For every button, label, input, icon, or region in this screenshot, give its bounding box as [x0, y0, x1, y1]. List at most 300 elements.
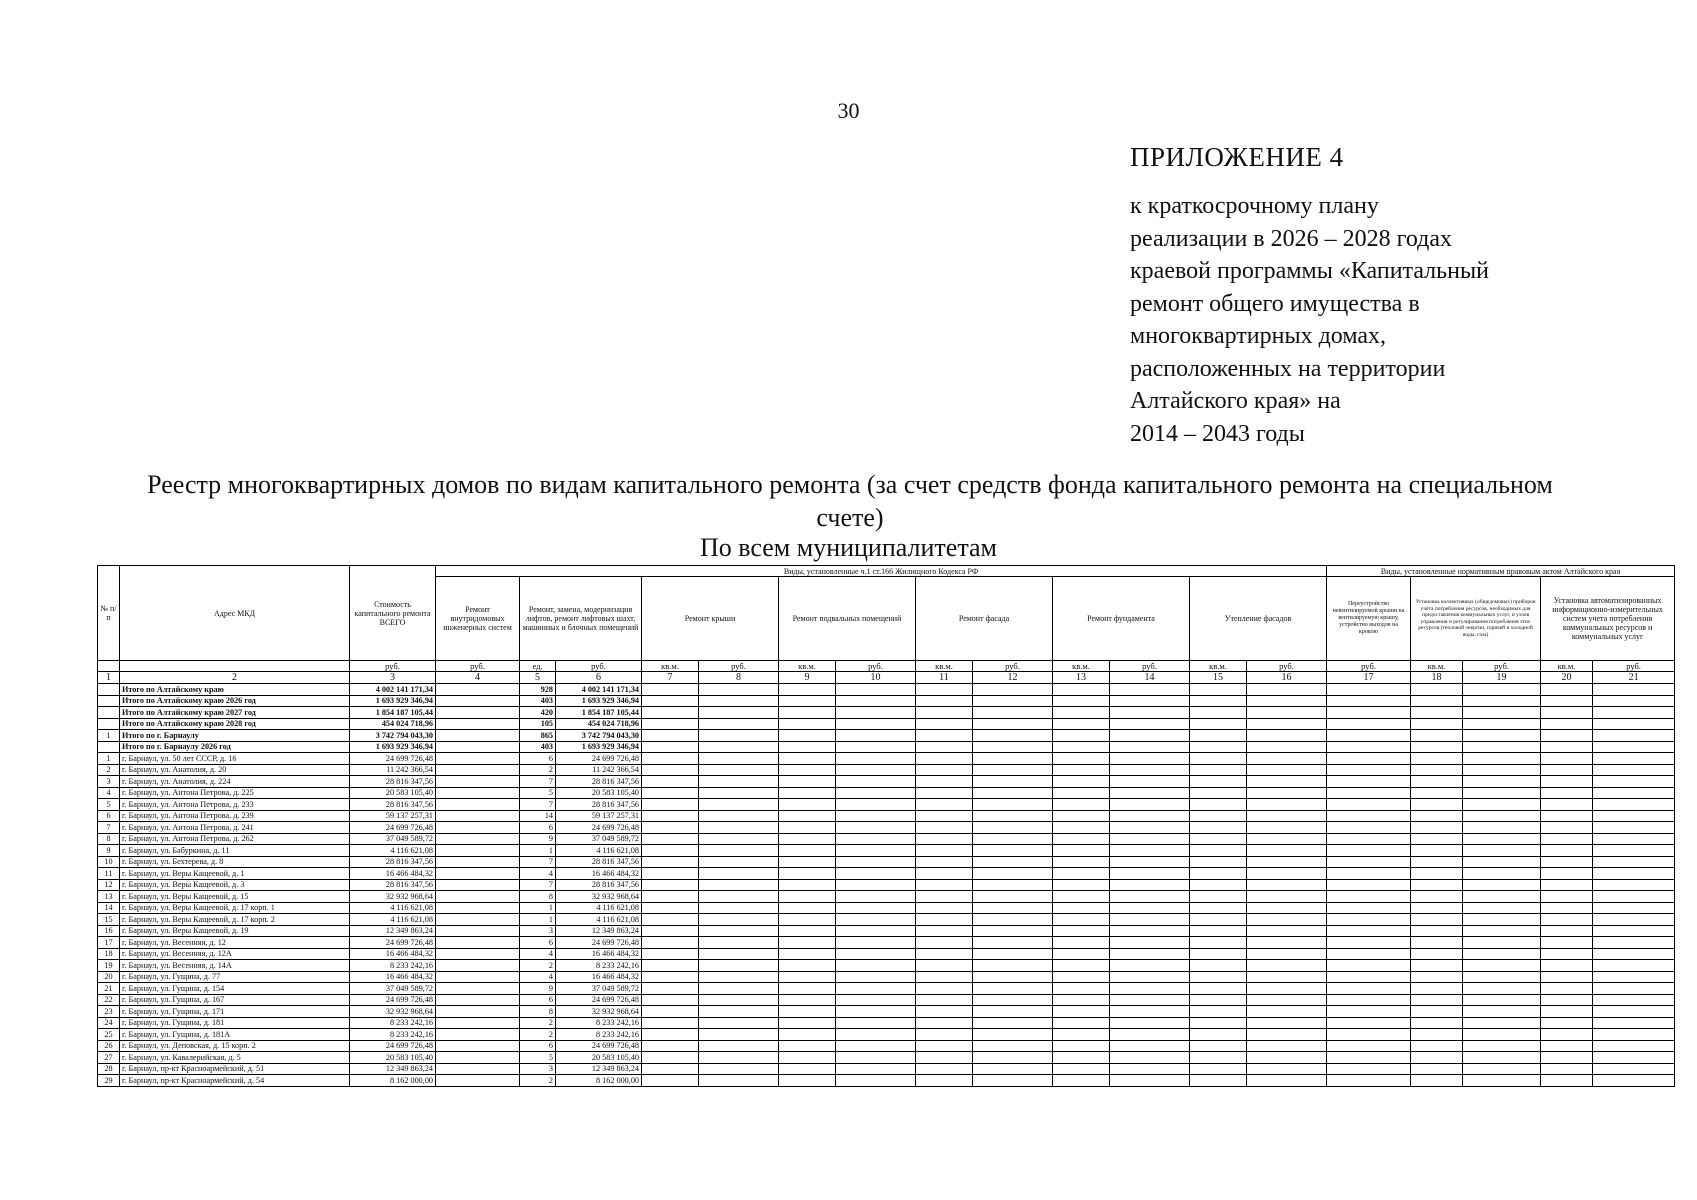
unit-cell: руб.: [1247, 661, 1327, 672]
row-empty-cell: [642, 1017, 699, 1029]
row-empty-cell: [1053, 684, 1110, 696]
row-elevator-units-cell: 6: [520, 994, 556, 1006]
row-empty-cell: [1190, 776, 1247, 788]
row-elevator-units-cell: 865: [520, 730, 556, 742]
row-empty-cell: [1110, 707, 1190, 719]
row-number-cell: [98, 741, 120, 753]
row-elevator-cost-cell: 3 742 794 043,30: [556, 730, 642, 742]
row-empty-cell: [779, 845, 836, 857]
row-elevator-units-cell: 2: [520, 764, 556, 776]
row-empty-cell: [1110, 741, 1190, 753]
row-empty-cell: [436, 948, 520, 960]
table-row: [98, 1052, 1675, 1064]
row-empty-cell: [1247, 799, 1327, 811]
row-empty-cell: [973, 914, 1053, 926]
row-empty-cell: [1411, 1029, 1463, 1041]
row-elevator-units-cell: 7: [520, 799, 556, 811]
row-empty-cell: [836, 799, 916, 811]
row-empty-cell: [1541, 971, 1593, 983]
row-empty-cell: [916, 695, 973, 707]
row-empty-cell: [973, 960, 1053, 972]
row-empty-cell: [836, 1017, 916, 1029]
row-empty-cell: [779, 902, 836, 914]
row-empty-cell: [1247, 776, 1327, 788]
row-empty-cell: [436, 764, 520, 776]
row-empty-cell: [1247, 707, 1327, 719]
table-row: [98, 799, 1675, 811]
row-empty-cell: [1463, 776, 1541, 788]
row-empty-cell: [1541, 983, 1593, 995]
column-number: 17: [1327, 672, 1411, 684]
table-body: [98, 684, 1675, 1087]
header-roof: Ремонт крыши: [642, 577, 779, 661]
row-empty-cell: [1327, 983, 1411, 995]
row-number-cell: 1: [98, 730, 120, 742]
row-empty-cell: [1541, 730, 1593, 742]
row-empty-cell: [916, 902, 973, 914]
row-empty-cell: [1190, 753, 1247, 765]
row-empty-cell: [1053, 868, 1110, 880]
row-empty-cell: [1247, 764, 1327, 776]
row-address-cell: г. Барнаул, ул. Гущина, д. 77: [120, 971, 350, 983]
row-empty-cell: [642, 994, 699, 1006]
row-empty-cell: [1190, 914, 1247, 926]
row-address-cell: г. Барнаул, пр-кт Красноармейский, д. 54: [120, 1075, 350, 1087]
row-empty-cell: [779, 730, 836, 742]
table-row: [98, 1040, 1675, 1052]
row-elevator-units-cell: 8: [520, 891, 556, 903]
column-number: 4: [436, 672, 520, 684]
row-empty-cell: [779, 948, 836, 960]
row-empty-cell: [436, 914, 520, 926]
row-empty-cell: [1327, 707, 1411, 719]
row-empty-cell: [1541, 856, 1593, 868]
row-number-cell: 23: [98, 1006, 120, 1018]
row-empty-cell: [1247, 902, 1327, 914]
row-empty-cell: [779, 971, 836, 983]
row-empty-cell: [1327, 1017, 1411, 1029]
row-empty-cell: [642, 707, 699, 719]
row-empty-cell: [1327, 948, 1411, 960]
row-empty-cell: [436, 776, 520, 788]
row-empty-cell: [1593, 1063, 1675, 1075]
row-empty-cell: [1110, 902, 1190, 914]
header-basement: Ремонт подвальных помещений: [779, 577, 916, 661]
row-elevator-units-cell: 403: [520, 741, 556, 753]
row-empty-cell: [973, 787, 1053, 799]
row-empty-cell: [779, 718, 836, 730]
row-empty-cell: [1053, 764, 1110, 776]
row-empty-cell: [1463, 971, 1541, 983]
row-empty-cell: [1110, 1029, 1190, 1041]
row-empty-cell: [1541, 937, 1593, 949]
row-empty-cell: [699, 810, 779, 822]
row-empty-cell: [436, 787, 520, 799]
row-empty-cell: [1411, 1052, 1463, 1064]
row-number-cell: 12: [98, 879, 120, 891]
table-row: [98, 971, 1675, 983]
row-empty-cell: [1411, 776, 1463, 788]
subtitle-line: расположенных на территории: [1130, 355, 1446, 382]
row-empty-cell: [436, 718, 520, 730]
row-empty-cell: [836, 730, 916, 742]
row-empty-cell: [699, 994, 779, 1006]
row-cost-cell: 37 049 589,72: [350, 833, 436, 845]
row-empty-cell: [642, 833, 699, 845]
row-number-cell: 6: [98, 810, 120, 822]
row-empty-cell: [1463, 948, 1541, 960]
row-address-cell: г. Барнаул, ул. Веры Кащеевой, д. 15: [120, 891, 350, 903]
row-elevator-cost-cell: 24 699 726,48: [556, 994, 642, 1006]
row-empty-cell: [1327, 1063, 1411, 1075]
row-number-cell: 27: [98, 1052, 120, 1064]
row-empty-cell: [779, 1029, 836, 1041]
row-empty-cell: [1463, 833, 1541, 845]
row-empty-cell: [1190, 925, 1247, 937]
row-empty-cell: [1593, 937, 1675, 949]
row-empty-cell: [1411, 902, 1463, 914]
row-empty-cell: [1110, 937, 1190, 949]
table-row: [98, 983, 1675, 995]
row-empty-cell: [1463, 810, 1541, 822]
row-empty-cell: [1463, 902, 1541, 914]
row-empty-cell: [1190, 960, 1247, 972]
appendix-subtitle: [1130, 190, 1650, 450]
row-empty-cell: [642, 684, 699, 696]
row-empty-cell: [1110, 822, 1190, 834]
row-empty-cell: [1053, 1029, 1110, 1041]
row-elevator-cost-cell: 24 699 726,48: [556, 822, 642, 834]
row-empty-cell: [699, 1040, 779, 1052]
row-empty-cell: [1541, 914, 1593, 926]
row-empty-cell: [973, 983, 1053, 995]
row-empty-cell: [1593, 925, 1675, 937]
unit-cell: кв.м.: [642, 661, 699, 672]
row-empty-cell: [836, 718, 916, 730]
row-empty-cell: [973, 937, 1053, 949]
row-empty-cell: [1327, 994, 1411, 1006]
row-empty-cell: [699, 856, 779, 868]
subtitle-line: Алтайского края» на: [1130, 388, 1341, 414]
row-empty-cell: [436, 960, 520, 972]
row-empty-cell: [436, 994, 520, 1006]
row-number-cell: 10: [98, 856, 120, 868]
row-address-cell: г. Барнаул, ул. Анатолия, д. 20: [120, 764, 350, 776]
row-address-cell: г. Барнаул, ул. Кавалерийская, д. 5: [120, 1052, 350, 1064]
table-row: [98, 822, 1675, 834]
row-elevator-cost-cell: 8 233 242,16: [556, 1017, 642, 1029]
row-empty-cell: [1463, 799, 1541, 811]
row-elevator-units-cell: 2: [520, 1075, 556, 1087]
row-empty-cell: [1541, 799, 1593, 811]
row-empty-cell: [699, 914, 779, 926]
row-empty-cell: [1190, 994, 1247, 1006]
row-address-cell: г. Барнаул, ул. 50 лет СССР, д. 16: [120, 753, 350, 765]
row-empty-cell: [1247, 730, 1327, 742]
row-empty-cell: [1247, 845, 1327, 857]
row-elevator-units-cell: 9: [520, 833, 556, 845]
row-empty-cell: [1541, 684, 1593, 696]
row-cost-cell: 4 116 621,08: [350, 845, 436, 857]
row-cost-cell: 24 699 726,48: [350, 822, 436, 834]
row-empty-cell: [1247, 1075, 1327, 1087]
row-address-cell: г. Барнаул, ул. Весенняя, д. 14А: [120, 960, 350, 972]
row-elevator-units-cell: 4: [520, 971, 556, 983]
row-cost-cell: 37 049 589,72: [350, 983, 436, 995]
row-empty-cell: [699, 776, 779, 788]
row-empty-cell: [1247, 1063, 1327, 1075]
row-empty-cell: [836, 902, 916, 914]
row-empty-cell: [1327, 753, 1411, 765]
row-elevator-units-cell: 1: [520, 914, 556, 926]
row-number-cell: 14: [98, 902, 120, 914]
row-empty-cell: [836, 1029, 916, 1041]
row-empty-cell: [1053, 741, 1110, 753]
table-row: [98, 879, 1675, 891]
table-row: [98, 948, 1675, 960]
row-empty-cell: [836, 925, 916, 937]
row-cost-cell: 28 816 347,56: [350, 856, 436, 868]
row-empty-cell: [1327, 764, 1411, 776]
row-empty-cell: [1247, 684, 1327, 696]
row-empty-cell: [916, 914, 973, 926]
row-empty-cell: [836, 1006, 916, 1018]
row-empty-cell: [1463, 741, 1541, 753]
row-empty-cell: [1110, 1052, 1190, 1064]
table-row: [98, 960, 1675, 972]
row-number-cell: 16: [98, 925, 120, 937]
row-address-cell: г. Барнаул, ул. Антона Петрова, д. 233: [120, 799, 350, 811]
row-address-cell: г. Барнаул, пр-кт Красноармейский, д. 51: [120, 1063, 350, 1075]
row-empty-cell: [1541, 1075, 1593, 1087]
row-address-cell: Итого по Алтайскому краю: [120, 684, 350, 696]
row-empty-cell: [973, 925, 1053, 937]
row-empty-cell: [1053, 1075, 1110, 1087]
row-empty-cell: [779, 695, 836, 707]
row-empty-cell: [779, 776, 836, 788]
table-row: [98, 1075, 1675, 1087]
row-elevator-cost-cell: 454 024 718,96: [556, 718, 642, 730]
row-cost-cell: 4 116 621,08: [350, 902, 436, 914]
row-empty-cell: [1541, 845, 1593, 857]
row-elevator-units-cell: 9: [520, 983, 556, 995]
row-empty-cell: [973, 856, 1053, 868]
row-number-cell: 11: [98, 868, 120, 880]
row-empty-cell: [1110, 994, 1190, 1006]
table-row: [98, 937, 1675, 949]
row-empty-cell: [1190, 868, 1247, 880]
row-empty-cell: [973, 730, 1053, 742]
row-cost-cell: 28 816 347,56: [350, 776, 436, 788]
row-elevator-units-cell: 8: [520, 1006, 556, 1018]
row-empty-cell: [699, 1052, 779, 1064]
unit-cell: руб.: [1110, 661, 1190, 672]
register-title: Реестр многоквартирных домов по видам капитального ремонта (за счет средств фонда капитального ремонта на специальном счете): [147, 470, 1553, 532]
row-empty-cell: [1593, 879, 1675, 891]
row-empty-cell: [1411, 822, 1463, 834]
row-empty-cell: [1463, 1029, 1541, 1041]
row-empty-cell: [1110, 1017, 1190, 1029]
row-elevator-cost-cell: 4 002 141 171,34: [556, 684, 642, 696]
row-empty-cell: [916, 983, 973, 995]
row-empty-cell: [642, 948, 699, 960]
row-address-cell: г. Барнаул, ул. Антона Петрова, д. 241: [120, 822, 350, 834]
row-empty-cell: [436, 1075, 520, 1087]
row-empty-cell: [1247, 856, 1327, 868]
row-number-cell: 13: [98, 891, 120, 903]
row-elevator-units-cell: 14: [520, 810, 556, 822]
row-empty-cell: [973, 1052, 1053, 1064]
row-empty-cell: [642, 868, 699, 880]
row-empty-cell: [1463, 1075, 1541, 1087]
row-empty-cell: [1247, 695, 1327, 707]
row-empty-cell: [973, 971, 1053, 983]
row-elevator-units-cell: 420: [520, 707, 556, 719]
row-cost-cell: 454 024 718,96: [350, 718, 436, 730]
row-empty-cell: [1247, 971, 1327, 983]
row-address-cell: г. Барнаул, ул. Весенняя, д. 12: [120, 937, 350, 949]
row-number-cell: 7: [98, 822, 120, 834]
register-table: [97, 565, 1675, 1087]
row-elevator-units-cell: 5: [520, 787, 556, 799]
row-empty-cell: [1593, 914, 1675, 926]
row-number-cell: 18: [98, 948, 120, 960]
row-empty-cell: [1463, 891, 1541, 903]
table-row: [98, 741, 1675, 753]
row-address-cell: Итого по Алтайскому краю 2026 год: [120, 695, 350, 707]
row-empty-cell: [779, 822, 836, 834]
row-empty-cell: [1247, 868, 1327, 880]
row-empty-cell: [1053, 810, 1110, 822]
row-empty-cell: [1411, 960, 1463, 972]
table-row: [98, 764, 1675, 776]
row-empty-cell: [1463, 764, 1541, 776]
row-empty-cell: [436, 879, 520, 891]
row-elevator-cost-cell: 16 466 484,32: [556, 948, 642, 960]
column-number: 5: [520, 672, 556, 684]
row-empty-cell: [916, 948, 973, 960]
row-empty-cell: [1593, 776, 1675, 788]
row-empty-cell: [1463, 753, 1541, 765]
row-empty-cell: [642, 753, 699, 765]
row-empty-cell: [1327, 810, 1411, 822]
row-empty-cell: [973, 1017, 1053, 1029]
row-empty-cell: [1593, 753, 1675, 765]
unit-cell: руб.: [436, 661, 520, 672]
row-elevator-cost-cell: 4 116 621,08: [556, 845, 642, 857]
row-empty-cell: [1053, 1017, 1110, 1029]
row-empty-cell: [1541, 1006, 1593, 1018]
row-empty-cell: [1110, 868, 1190, 880]
row-elevator-cost-cell: 1 693 929 346,94: [556, 695, 642, 707]
row-empty-cell: [1190, 856, 1247, 868]
row-empty-cell: [1327, 868, 1411, 880]
row-empty-cell: [1053, 707, 1110, 719]
row-elevator-units-cell: 2: [520, 1029, 556, 1041]
row-number-cell: [98, 684, 120, 696]
row-empty-cell: [973, 845, 1053, 857]
row-empty-cell: [1593, 1040, 1675, 1052]
row-elevator-cost-cell: 24 699 726,48: [556, 1040, 642, 1052]
row-empty-cell: [1593, 1029, 1675, 1041]
row-empty-cell: [1593, 1017, 1675, 1029]
table-row: [98, 891, 1675, 903]
row-empty-cell: [436, 856, 520, 868]
row-empty-cell: [1593, 718, 1675, 730]
row-empty-cell: [779, 684, 836, 696]
row-empty-cell: [916, 1017, 973, 1029]
row-empty-cell: [436, 891, 520, 903]
row-empty-cell: [1463, 1063, 1541, 1075]
row-empty-cell: [436, 741, 520, 753]
row-cost-cell: 16 466 484,32: [350, 948, 436, 960]
row-cost-cell: 24 699 726,48: [350, 937, 436, 949]
row-elevator-cost-cell: 20 583 105,40: [556, 1052, 642, 1064]
row-empty-cell: [973, 695, 1053, 707]
column-number: 2: [120, 672, 350, 684]
row-empty-cell: [779, 1040, 836, 1052]
row-empty-cell: [1110, 1075, 1190, 1087]
row-elevator-cost-cell: 24 699 726,48: [556, 937, 642, 949]
row-elevator-units-cell: 6: [520, 937, 556, 949]
row-empty-cell: [1247, 879, 1327, 891]
row-empty-cell: [642, 1052, 699, 1064]
header-foundation: Ремонт фундамента: [1053, 577, 1190, 661]
row-empty-cell: [916, 833, 973, 845]
row-empty-cell: [1593, 994, 1675, 1006]
row-elevator-units-cell: 6: [520, 1040, 556, 1052]
row-empty-cell: [436, 937, 520, 949]
row-number-cell: 21: [98, 983, 120, 995]
row-cost-cell: 1 693 929 346,94: [350, 695, 436, 707]
row-empty-cell: [1110, 925, 1190, 937]
row-empty-cell: [699, 695, 779, 707]
row-empty-cell: [1593, 983, 1675, 995]
row-empty-cell: [1327, 695, 1411, 707]
header-cost: Стоимость капитального ремонта ВСЕГО: [350, 566, 436, 661]
table-row: [98, 845, 1675, 857]
row-empty-cell: [1411, 868, 1463, 880]
row-empty-cell: [916, 707, 973, 719]
column-number: 6: [556, 672, 642, 684]
row-elevator-cost-cell: 8 233 242,16: [556, 1029, 642, 1041]
row-empty-cell: [779, 960, 836, 972]
row-empty-cell: [916, 891, 973, 903]
row-empty-cell: [1593, 810, 1675, 822]
row-elevator-cost-cell: 32 932 968,64: [556, 1006, 642, 1018]
row-empty-cell: [642, 741, 699, 753]
row-empty-cell: [642, 1029, 699, 1041]
row-empty-cell: [642, 856, 699, 868]
row-empty-cell: [1053, 914, 1110, 926]
row-empty-cell: [642, 730, 699, 742]
row-empty-cell: [973, 799, 1053, 811]
row-empty-cell: [1463, 937, 1541, 949]
row-empty-cell: [836, 810, 916, 822]
row-empty-cell: [973, 902, 1053, 914]
row-elevator-cost-cell: 8 162 000,00: [556, 1075, 642, 1087]
unit-cell: руб.: [836, 661, 916, 672]
row-empty-cell: [1190, 1063, 1247, 1075]
row-address-cell: Итого по Алтайскому краю 2027 год: [120, 707, 350, 719]
row-empty-cell: [1190, 787, 1247, 799]
row-empty-cell: [1411, 891, 1463, 903]
row-empty-cell: [1411, 983, 1463, 995]
row-empty-cell: [436, 1017, 520, 1029]
row-empty-cell: [1190, 937, 1247, 949]
subtitle-line: краевой программы «Капитальный: [1130, 258, 1489, 284]
row-empty-cell: [1463, 856, 1541, 868]
